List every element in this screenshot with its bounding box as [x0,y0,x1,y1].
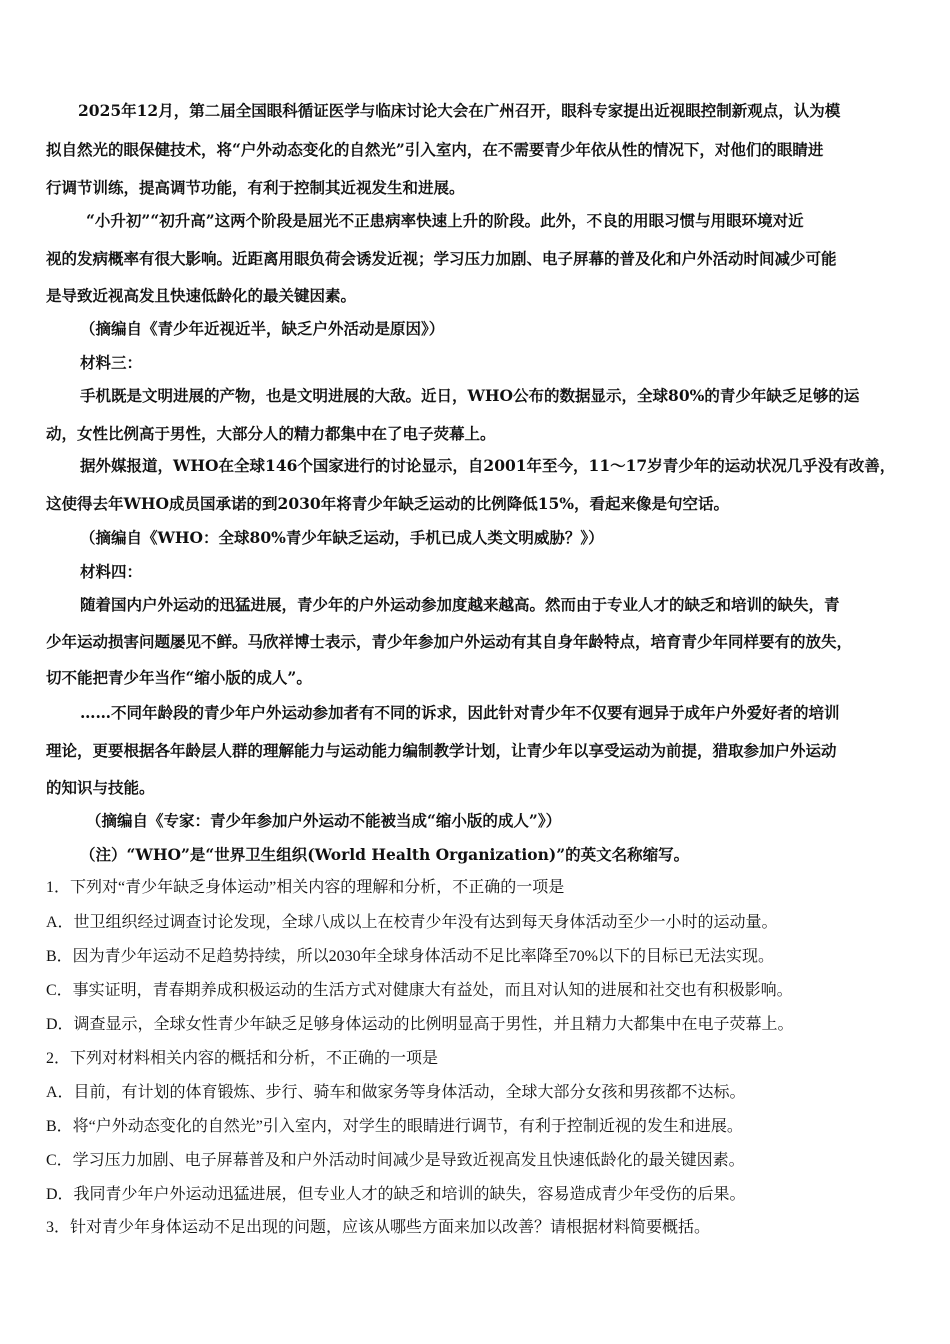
paragraph-line: 视的发病概率有很大影响。近距离用眼负荷会诱发近视；学习压力加剧、电子屏幕的普及化和户外活动时间减少可能 [46,249,837,268]
paragraph-line: 动，女性比例高于男性，大部分人的精力都集中在了电子荧幕上。 [46,424,496,443]
paragraph-line: 随着国内户外运动的迅猛进展，青少年的户外运动参加度越来越高。然而由于专业人才的缺乏和培训的缺失，青 [80,595,840,614]
question-1-option-d: D．调查显示，全球女性青少年缺乏足够身体运动的比例明显高于男性，并且精力大都集中在电子荧幕上。 [46,1016,794,1033]
note-line: （注）“WHO”是“世界卫生组织(World Health Organization)”的英文名称缩写。 [80,845,690,864]
section-heading: 材料四： [80,562,143,581]
paragraph-line: 的知识与技能。 [46,778,155,797]
question-2: 2．下列对材料相关内容的概括和分析，不正确的一项是 [46,1050,439,1067]
question-1: 1．下列对“青少年缺乏身体运动”相关内容的理解和分析，不正确的一项是 [46,879,565,896]
section-heading: 材料三： [80,353,143,372]
paragraph-line: “小升初”“初升高”这两个阶段是屈光不正患病率快速上升的阶段。此外，不良的用眼习惯与用眼环境对近 [86,211,804,230]
question-2-option-c: C．学习压力加剧、电子屏幕普及和户外活动时间减少是导致近视高发且快速低龄化的最关键因素。 [46,1152,745,1169]
question-1-option-c: C．事实证明，青春期养成积极运动的生活方式对健康大有益处，而且对认知的进展和社交也有积极影响。 [46,982,793,999]
question-3: 3．针对青少年身体运动不足出现的问题，应该从哪些方面来加以改善？请根据材料简要概括。 [46,1219,711,1236]
paragraph-line: 是导致近视高发且快速低龄化的最关键因素。 [46,286,357,305]
source-citation: （摘编自《专家：青少年参加户外运动不能被当成“缩小版的成人”》） [86,811,562,830]
paragraph-line: 这使得去年WHO成员国承诺的到2030年将青少年缺乏运动的比例降低15%，看起来像是句空话。 [46,494,729,513]
paragraph-line: 行调节训练，提高调节功能，有利于控制其近视发生和进展。 [46,178,465,197]
paragraph-line: 手机既是文明进展的产物，也是文明进展的大敌。近日，WHO公布的数据显示，全球80%的青少年缺乏足够的运 [80,386,860,405]
paragraph-line: 2025年12月，第二届全国眼科循证医学与临床讨论大会在广州召开，眼科专家提出近视眼控制新观点，认为模 [78,101,841,120]
question-2-option-d: D．我同青少年户外运动迅猛进展，但专业人才的缺乏和培训的缺失，容易造成青少年受伤的后果。 [46,1186,746,1203]
question-1-option-a: A．世卫组织经过调查讨论发现，全球八成以上在校青少年没有达到每天身体活动至少一小时的运动量。 [46,914,778,931]
question-1-option-b: B．因为青少年运动不足趋势持续，所以2030年全球身体活动不足比率降至70%以下的目标已无法实现。 [46,948,775,965]
paragraph-line: 拟自然光的眼保健技术，将“户外动态变化的自然光”引入室内，在不需要青少年依从性的情况下，对他们的眼睛进 [46,140,824,159]
paragraph-line: 少年运动损害问题屡见不鲜。马欣祥博士表示，青少年参加户外运动有其自身年龄特点，培育青少年同样要有的放失， [46,632,853,651]
paragraph-line: 切不能把青少年当作“缩小版的成人”。 [46,668,312,687]
paragraph-line: 理论，更要根据各年龄层人群的理解能力与运动能力编制教学计划，让青少年以享受运动为前提，猎取参加户外运动 [46,741,837,760]
source-citation: （摘编自《WHO：全球80%青少年缺乏运动，手机已成人类文明威胁？》） [80,528,604,547]
paragraph-line: ……不同年龄段的青少年户外运动参加者有不同的诉求，因此针对青少年不仅要有迥异于成年户外爱好者的培训 [80,703,840,722]
question-2-option-b: B．将“户外动态变化的自然光”引入室内，对学生的眼睛进行调节，有利于控制近视的发生和进展。 [46,1118,743,1135]
question-2-option-a: A．目前，有计划的体育锻炼、步行、骑车和做家务等身体活动，全球大部分女孩和男孩都不达标。 [46,1084,746,1101]
paragraph-line: 据外媒报道，WHO在全球146个国家进行的讨论显示，自2001年至今，11～17岁青少年的运动状况几乎没有改善， [80,456,896,475]
source-citation: （摘编自《青少年近视近半，缺乏户外活动是原因》） [80,319,445,338]
